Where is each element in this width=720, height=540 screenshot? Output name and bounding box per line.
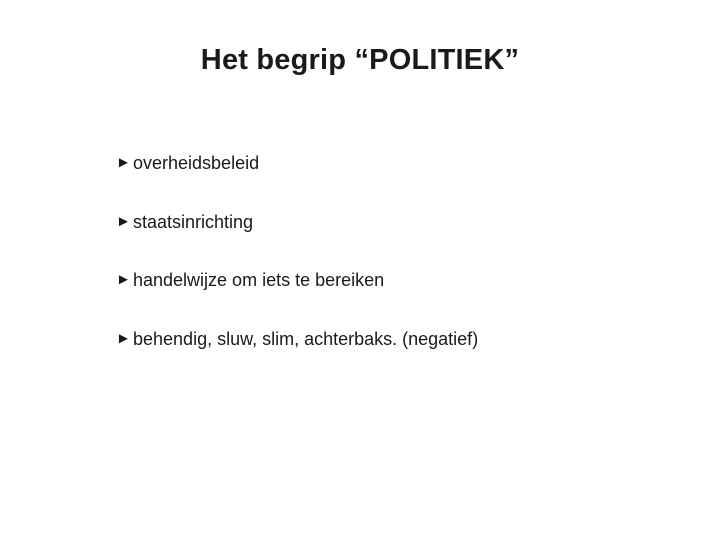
- bullet-text: behendig, sluw, slim, achterbaks. (negatief): [133, 328, 479, 349]
- bullet-text: overheidsbeleid: [133, 153, 260, 173]
- bullet-list: [116, 152, 478, 386]
- list-item: [116, 328, 478, 387]
- triangle-right-icon: ►: [116, 329, 131, 347]
- triangle-right-icon: ►: [116, 212, 131, 230]
- list-item: [116, 152, 478, 211]
- list-item: [116, 269, 478, 328]
- triangle-right-icon: ►: [116, 154, 131, 171]
- triangle-right-icon: ►: [116, 271, 131, 288]
- list-item: [116, 211, 478, 270]
- bullet-text: handelwijze om iets te bereiken: [133, 270, 385, 290]
- slide-title: Het begrip “POLITIEK”: [200, 44, 520, 76]
- bullet-text: staatsinrichting: [133, 211, 254, 232]
